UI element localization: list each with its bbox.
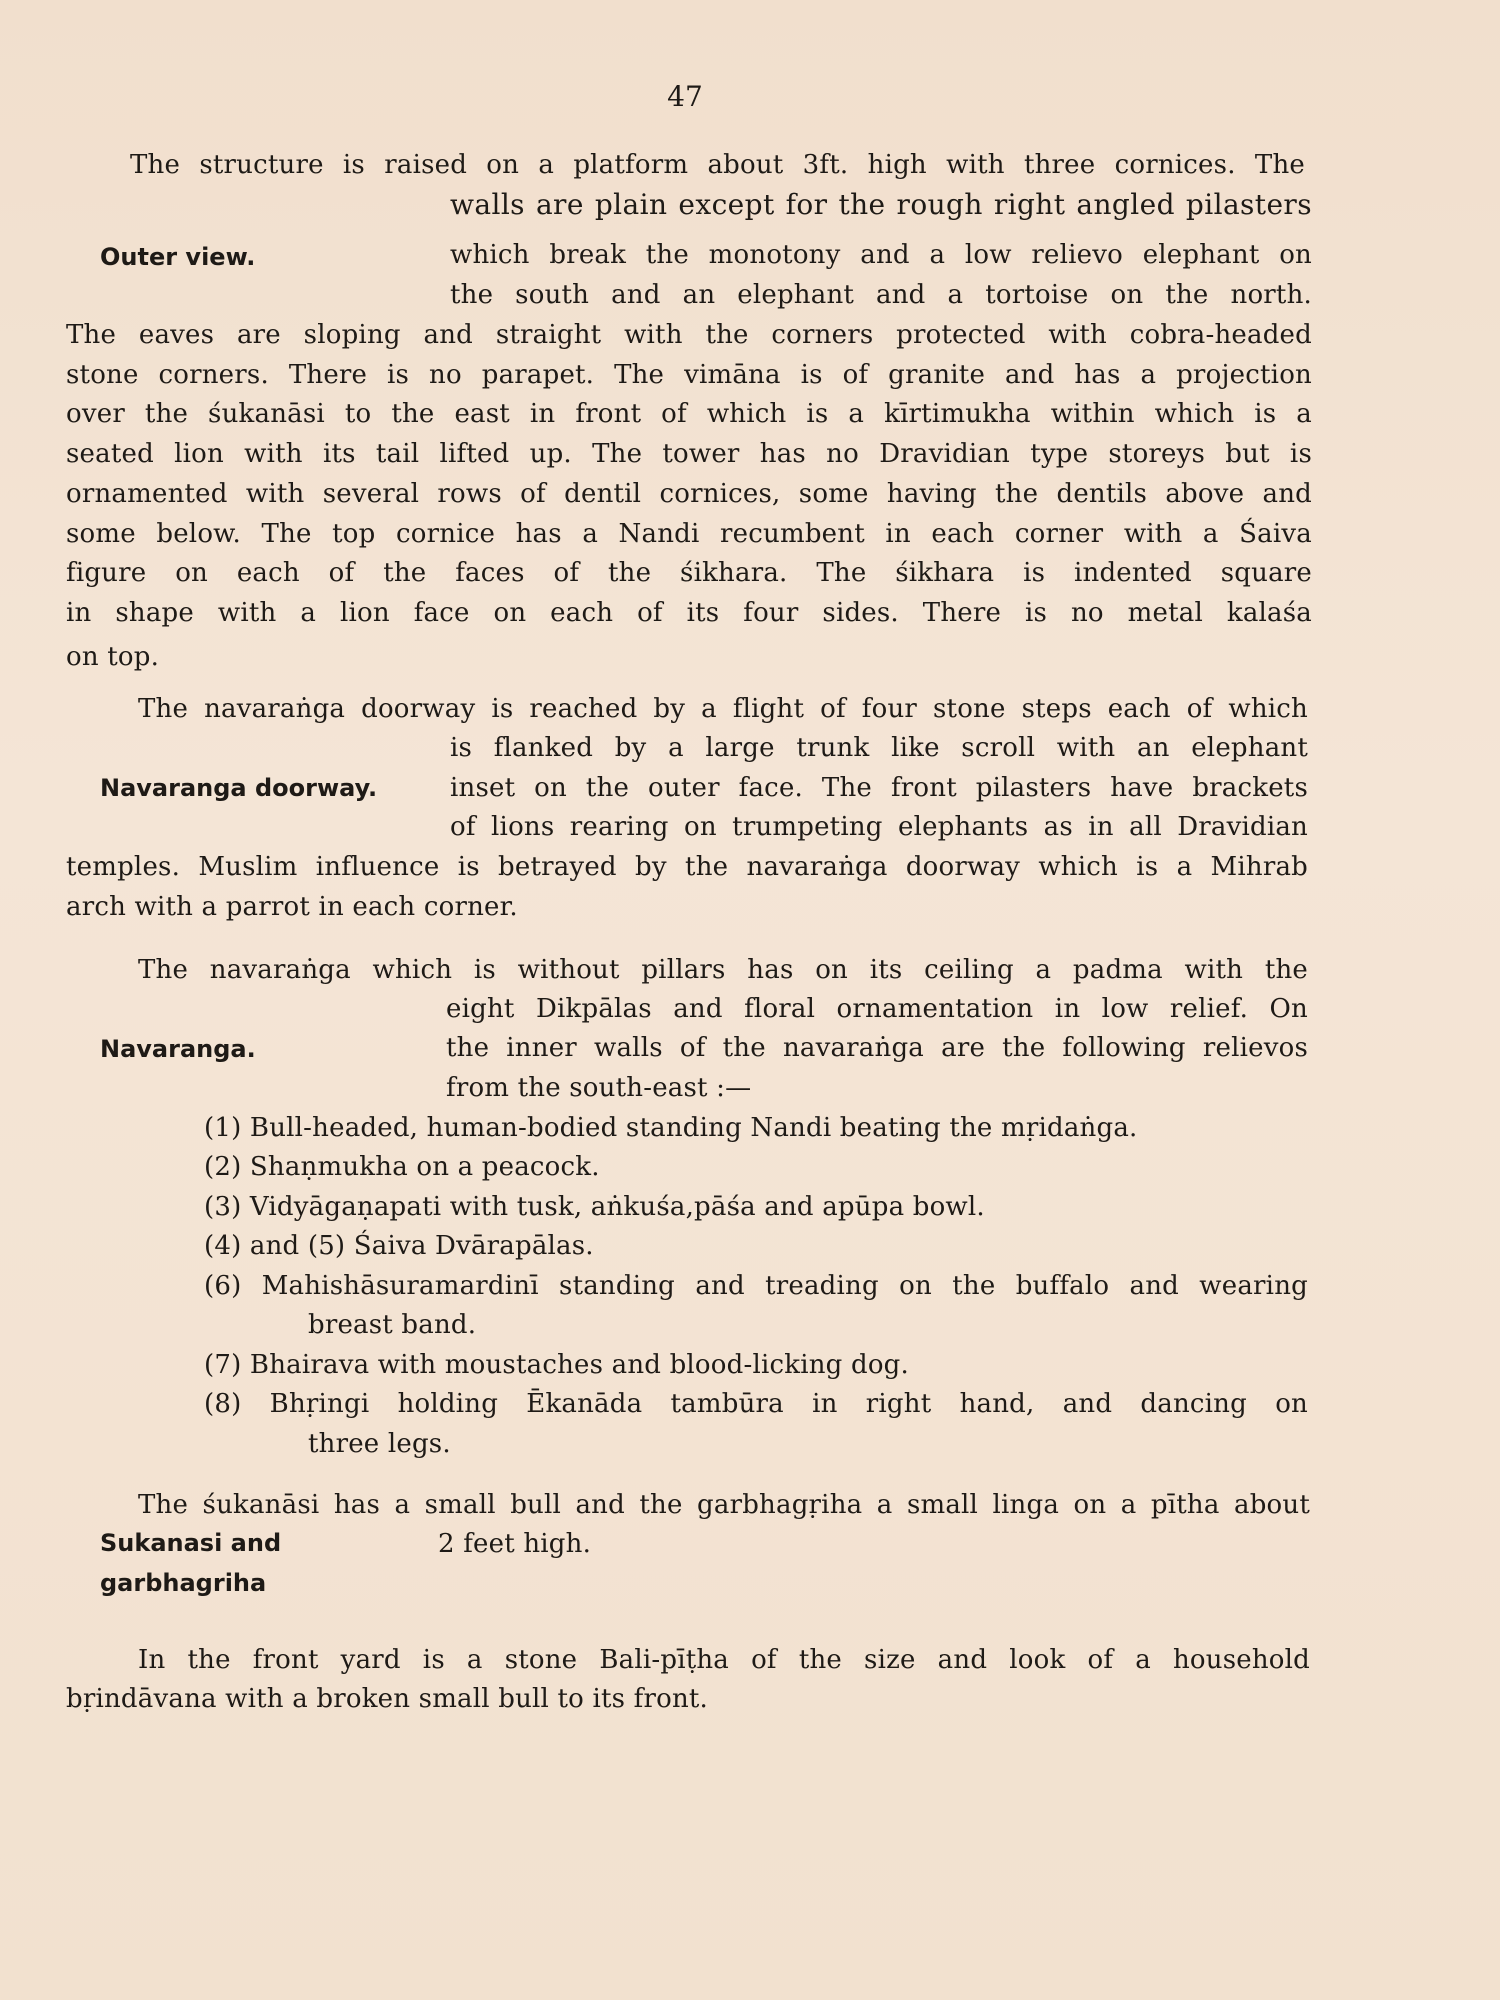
list-item-continuation: breast band. [308,1310,477,1340]
paragraph-line: the south and an elephant and a tortoise on the north. [450,280,1312,310]
list-item: (3) Vidyāgaṇapati with tusk, aṅkuśa,pāśa and apūpa bowl. [204,1192,985,1222]
paragraph-line: on top. [66,642,160,672]
paragraph-line: eight Dikpālas and floral ornamentation in low relief. On [446,994,1308,1024]
list-item: (2) Shaṇmukha on a peacock. [204,1152,600,1182]
paragraph-line: The śukanāsi has a small bull and the garbhagṛiha a small linga on a pītha about [138,1490,1310,1520]
list-item: (6) Mahishāsuramardinī standing and treading on the buffalo and wearing [204,1271,1308,1301]
paragraph-line: is flanked by a large trunk like scroll with an elephant [450,733,1308,763]
list-item: (7) Bhairava with moustaches and blood-licking dog. [204,1350,909,1380]
paragraph-line: which break the monotony and a low relievo elephant on [450,240,1312,270]
paragraph-line: The eaves are sloping and straight with the corners protected with cobra-headed [66,320,1312,350]
list-item-continuation: three legs. [308,1429,451,1459]
paragraph-line: 2 feet high. [438,1529,592,1559]
side-heading-outer-view: Outer view. [100,243,256,271]
paragraph-line: walls are plain except for the rough right angled pilasters [450,188,1312,221]
paragraph-line: ornamented with several rows of dentil cornices, some having the dentils above and [66,479,1312,509]
list-item: (4) and (5) Śaiva Dvārapālas. [204,1231,594,1261]
paragraph-line: inset on the outer face. The front pilasters have brackets [450,773,1308,803]
side-heading-navaranga-doorway: Navaranga doorway. [100,774,378,802]
side-heading-navaranga: Navaranga. [100,1035,256,1063]
side-heading-garbhagriha: garbhagriha [100,1569,267,1597]
list-item: (1) Bull-headed, human-bodied standing Nandi beating the mṛidaṅga. [204,1113,1138,1143]
paragraph-line: The navaraṅga doorway is reached by a flight of four stone steps each of which [138,694,1308,724]
page-number: 47 [667,80,703,113]
side-heading-sukanasi: Sukanasi and [100,1529,282,1557]
paragraph-line: bṛindāvana with a broken small bull to its front. [66,1684,709,1714]
paragraph-line: The structure is raised on a platform about 3ft. high with three cornices. The [130,150,1305,180]
paragraph-line: the inner walls of the navaraṅga are the following relievos [446,1033,1308,1063]
paragraph-line: stone corners. There is no parapet. The vimāna is of granite and has a projection [66,360,1312,390]
paragraph-line: The navaraṅga which is without pillars has on its ceiling a padma with the [138,955,1308,985]
paragraph-line: temples. Muslim influence is betrayed by the navaraṅga doorway which is a Mihrab [66,852,1308,882]
paragraph-line: some below. The top cornice has a Nandi recumbent in each corner with a Śaiva [66,519,1312,549]
paragraph-line: figure on each of the faces of the śikhara. The śikhara is indented square [66,558,1312,588]
paragraph-line: in shape with a lion face on each of its four sides. There is no metal kalaśa [66,598,1312,628]
list-item: (8) Bhṛingi holding Ēkanāda tambūra in right hand, and dancing on [204,1389,1308,1419]
paragraph-line: of lions rearing on trumpeting elephants as in all Dravidian [450,812,1308,842]
paragraph-line: arch with a parrot in each corner. [66,892,518,922]
paragraph-line: from the south-east :— [446,1073,752,1103]
paragraph-line: seated lion with its tail lifted up. The tower has no Dravidian type storeys but is [66,439,1312,469]
paragraph-line: In the front yard is a stone Bali-pīṭha of the size and look of a household [138,1645,1310,1675]
paragraph-line: over the śukanāsi to the east in front of which is a kīrtimukha within which is a [66,399,1312,429]
